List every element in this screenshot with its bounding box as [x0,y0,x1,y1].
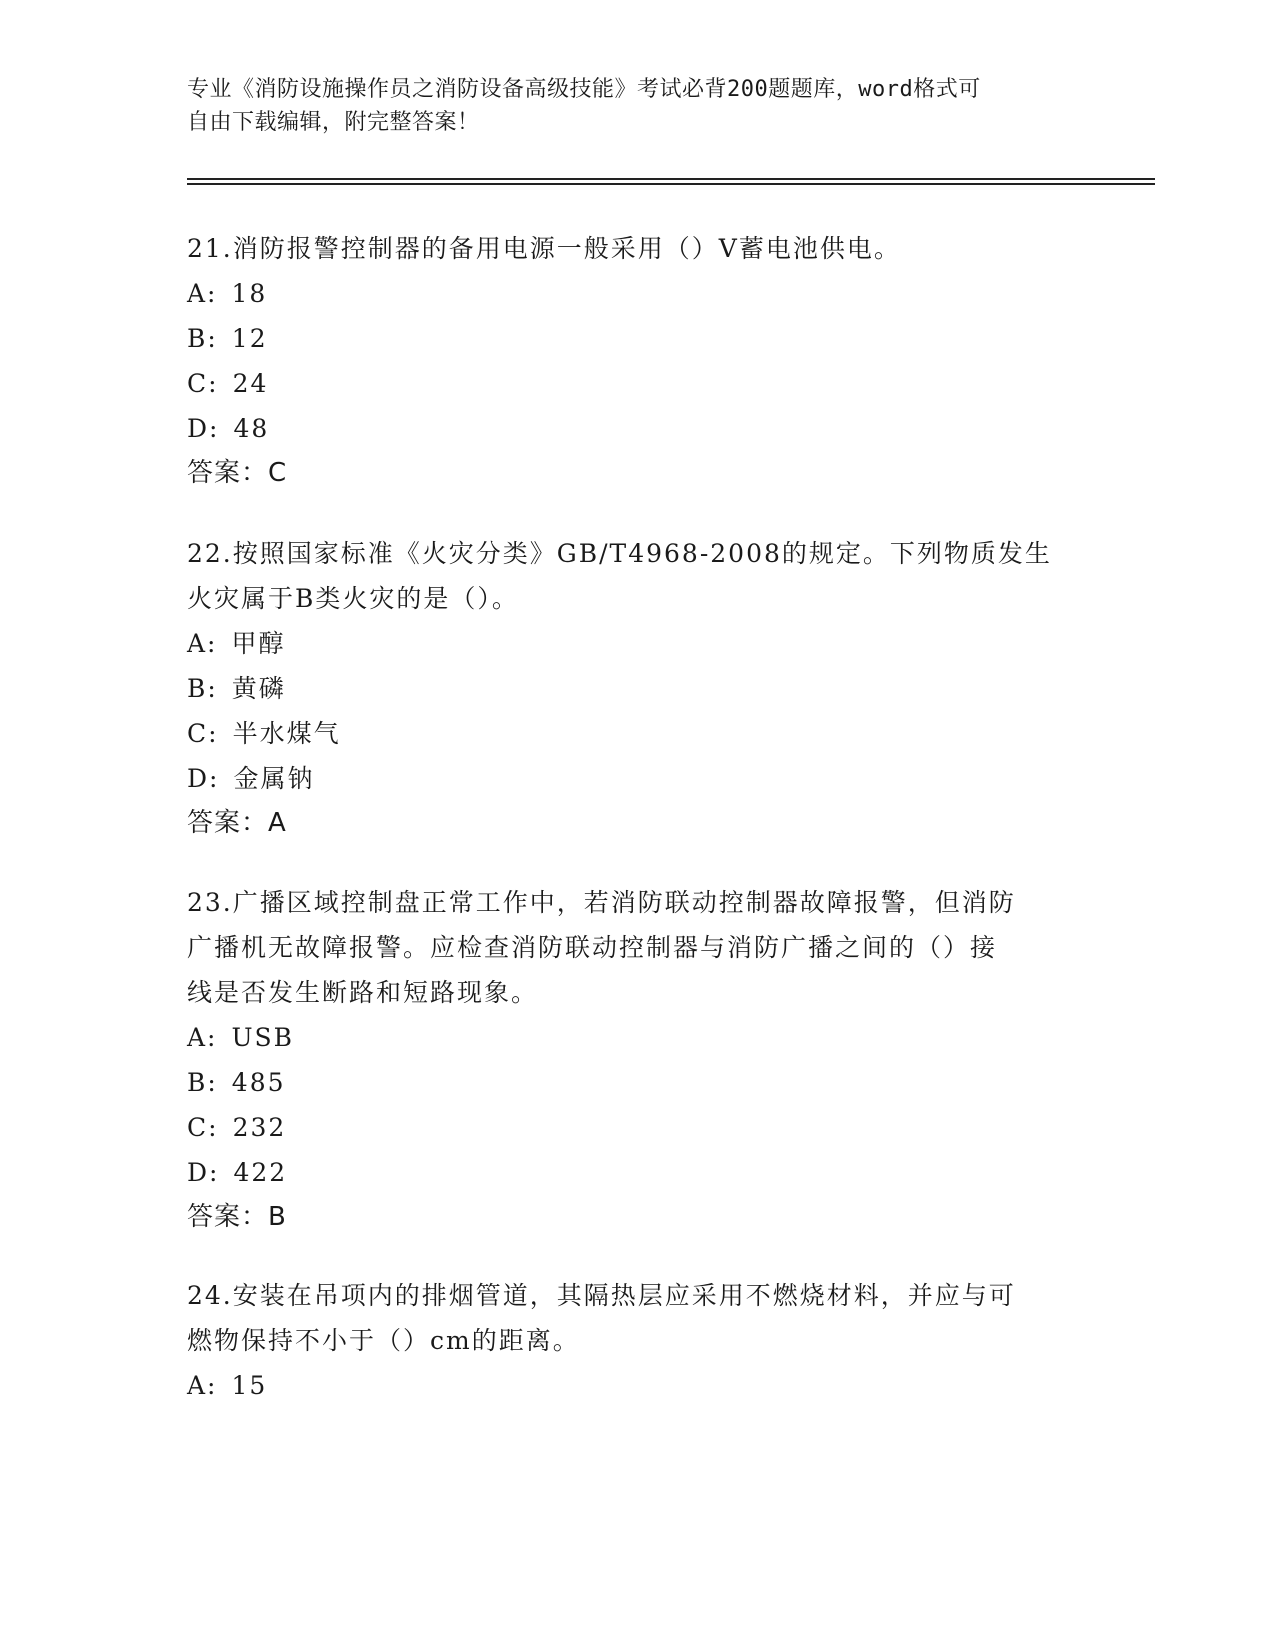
question-22 [187,531,1087,846]
option-a: A: USB [187,1023,295,1052]
question-23 [187,880,1087,1240]
option-c: C: 半水煤气 [187,719,341,748]
option-a: A: 18 [187,279,268,308]
answer: 答案：C [187,458,288,488]
header-line: 专业《消防设施操作员之消防设备高级技能》考试必背200题题库，word格式可 [187,77,981,102]
header-line: 自由下载编辑，附完整答案！ [187,110,480,135]
question-text: 22.按照国家标准《火灾分类》GB/T4968-2008的规定。下列物质发生 [187,539,1052,568]
option-b: B: 黄磷 [187,674,286,703]
option-b: B: 12 [187,324,268,353]
option-d: D: 48 [187,414,270,443]
question-text: 21.消防报警控制器的备用电源一般采用（）V蓄电池供电。 [187,234,901,263]
question-text: 广播机无故障报警。应检查消防联动控制器与消防广播之间的（）接 [187,933,998,962]
question-text: 23.广播区域控制盘正常工作中，若消防联动控制器故障报警，但消防 [187,888,1016,917]
question-text: 线是否发生断路和短路现象。 [187,978,539,1007]
document-header [187,73,1087,139]
question-text: 燃物保持不小于（）cm的距离。 [187,1326,580,1355]
option-a: A: 15 [187,1371,268,1400]
option-d: D: 金属钠 [187,764,315,793]
question-24 [187,1273,1087,1408]
option-a: A: 甲醇 [187,629,286,658]
option-b: B: 485 [187,1068,286,1097]
question-21 [187,226,1087,496]
option-d: D: 422 [187,1158,288,1187]
answer: 答案：B [187,1202,287,1232]
question-text: 24.安装在吊项内的排烟管道，其隔热层应采用不燃烧材料，并应与可 [187,1281,1016,1310]
option-c: C: 24 [187,369,269,398]
header-divider [187,178,1155,185]
answer: 答案：A [187,808,287,838]
option-c: C: 232 [187,1113,287,1142]
divider-line [187,178,1155,180]
question-text: 火灾属于B类火灾的是（）。 [187,584,519,613]
divider-line [187,183,1155,185]
